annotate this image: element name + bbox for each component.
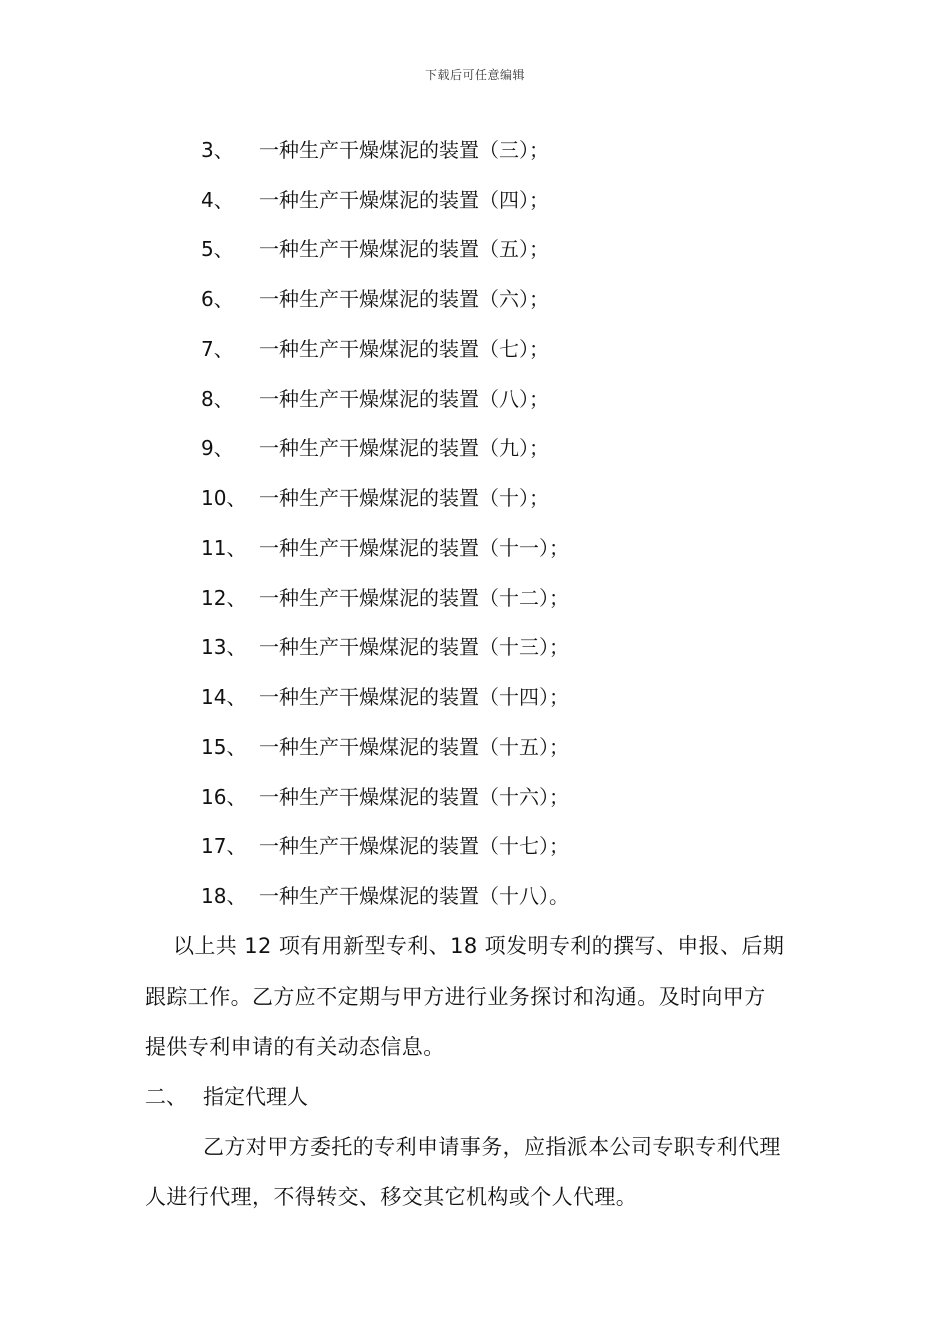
item-number: 6、 [201,287,234,311]
list-item [0,682,950,712]
item-text: 一种生产干燥煤泥的装置（五）； [259,237,549,261]
list-item [0,433,950,463]
item-number: 5、 [201,237,234,261]
item-number: 4、 [201,188,234,212]
item-text: 一种生产干燥煤泥的装置（十四）； [259,685,569,709]
item-text: 一种生产干燥煤泥的装置（六）； [259,287,549,311]
list-item [0,831,950,861]
item-number: 8、 [201,387,234,411]
item-number: 7、 [201,337,234,361]
item-text: 一种生产干燥煤泥的装置（七）； [259,337,549,361]
list-item [0,583,950,613]
item-text: 一种生产干燥煤泥的装置（三）； [259,138,549,162]
paragraph-line: 乙方对甲方委托的专利申请事务，应指派本公司专职专利代理 [203,1135,781,1159]
list-item [0,384,950,414]
item-text: 一种生产干燥煤泥的装置（十六）； [259,785,569,809]
list-item [0,782,950,812]
item-text: 一种生产干燥煤泥的装置（四）； [259,188,549,212]
item-text: 一种生产干燥煤泥的装置（十）； [259,486,549,510]
item-text: 一种生产干燥煤泥的装置（十五）； [259,735,569,759]
item-number: 18、 [201,884,247,908]
paragraph-line: 跟踪工作。乙方应不定期与甲方进行业务探讨和沟通。及时向甲方 [145,985,766,1009]
item-number: 11、 [201,536,247,560]
list-item [0,533,950,563]
item-number: 14、 [201,685,247,709]
item-text: 一种生产干燥煤泥的装置（十三）； [259,635,569,659]
item-number: 3、 [201,138,234,162]
paragraph-line: 以上共 12 项有用新型专利、18 项发明专利的撰写、申报、后期 [173,934,785,958]
item-number: 17、 [201,834,247,858]
item-number: 10、 [201,486,247,510]
item-text: 一种生产干燥煤泥的装置（八）； [259,387,549,411]
section-title: 指定代理人 [203,1085,308,1109]
paragraph-line: 提供专利申请的有关动态信息。 [145,1035,445,1059]
item-text: 一种生产干燥煤泥的装置（十二）； [259,586,569,610]
item-text: 一种生产干燥煤泥的装置（十一）； [259,536,569,560]
item-text: 一种生产干燥煤泥的装置（十八）。 [259,884,569,908]
item-number: 13、 [201,635,247,659]
list-item [0,334,950,364]
item-text: 一种生产干燥煤泥的装置（九）； [259,436,549,460]
header-note: 下载后可任意编辑 [424,68,525,82]
list-item [0,234,950,264]
item-number: 16、 [201,785,247,809]
list-item [0,135,950,165]
list-item [0,632,950,662]
section-number: 二、 [145,1085,187,1109]
list-item [0,284,950,314]
list-item [0,732,950,762]
list-item [0,483,950,513]
list-item [0,881,950,911]
item-number: 9、 [201,436,234,460]
item-number: 12、 [201,586,247,610]
item-text: 一种生产干燥煤泥的装置（十七）； [259,834,569,858]
item-number: 15、 [201,735,247,759]
paragraph-line: 人进行代理，不得转交、移交其它机构或个人代理。 [145,1185,638,1209]
list-item [0,185,950,215]
